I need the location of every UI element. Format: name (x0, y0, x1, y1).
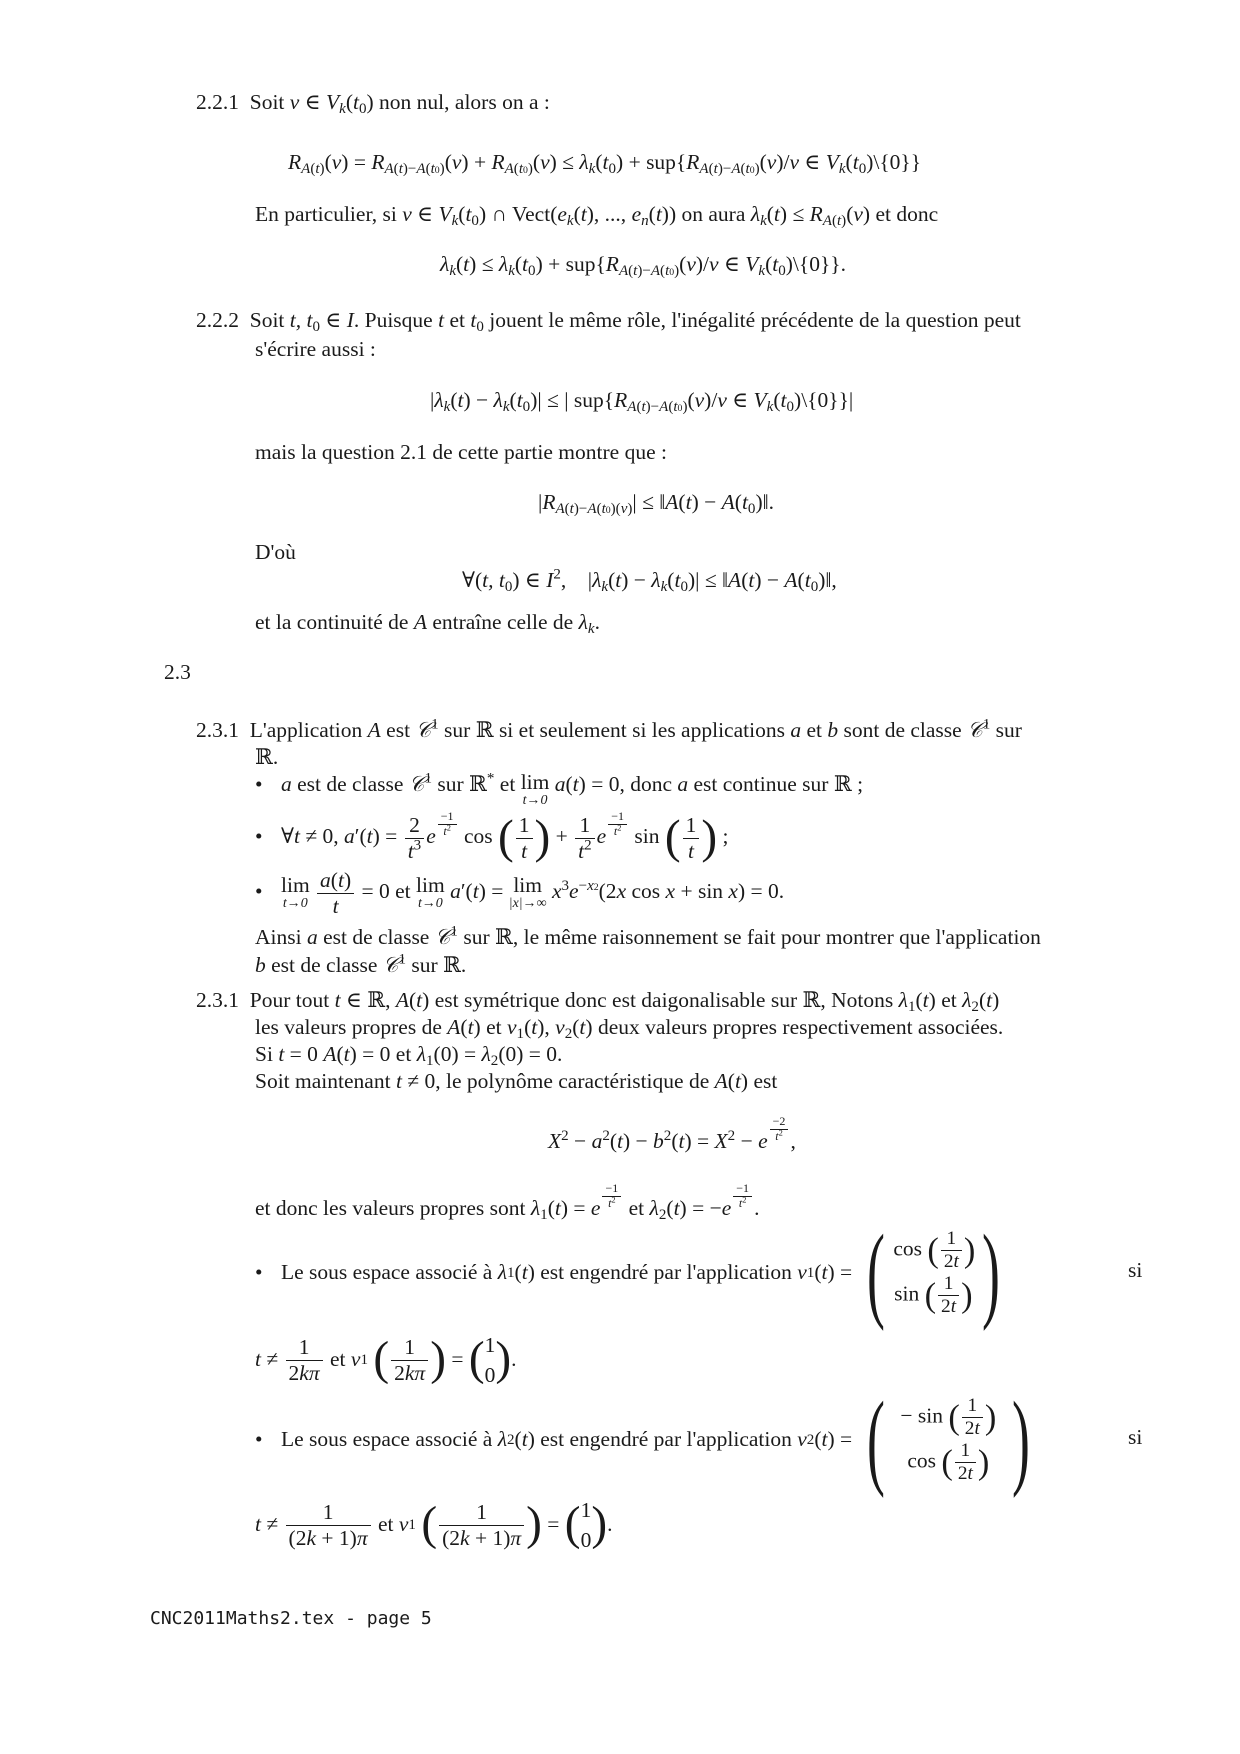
section-2-3-1b-line1: 2.3.1 Pour tout t ∈ ℝ, A(t) est symétrique donc est daigonalisable sur ℝ, Notons $\lambda_1(t)$ et $\lambda_2(t)$ (196, 988, 1000, 1015)
bullet-eigenspace-1: • Le sous espace associé à λ 1 ( t ) est engendré par l'application v 1 ( t ) = ( cos ( $\frac{1}{2t}$ ) sin ( $\frac{1}{2t}$ ) ) (255, 1213, 1001, 1333)
equation-abs-lambda: $|\lambda_k(t) - \lambda_k(t_0)|$ ≤ | $sup\{R_{A(t)-A(t0)}(v)/v$ ∈ $V_k(t_0)\backslash\{0\}\}|$ (430, 388, 854, 415)
section-2-2-2-line3: mais la question 2.1 de cette partie montre que : (255, 440, 667, 464)
section-2-2-2-line1: 2.2.2 Soit t, $t_0$ ∈ I. Puisque t et $t_0$ jouent le même rôle, l'inégalité précédente de la question peut (196, 308, 1021, 335)
section-2-3-1b-line4: Soit maintenant t ≠ 0, le polynôme caractéristique de A(t) est (255, 1069, 778, 1093)
page-footer: CNC2011Maths2.tex - page 5 (150, 1608, 432, 1629)
condition-v1: t ≠ $\frac{1}{2k\pi}$ et v 1 ( $\frac{1}{2k\pi}$ ) = ( 1 0 ) . (255, 1333, 517, 1388)
section-2-3-1a-line2: ℝ. (255, 745, 279, 769)
section-2-3-1b-line3: Si t = 0 A(t) = 0 et $\lambda_1(0) = \lambda_2(0) = 0$. (255, 1042, 563, 1069)
bullet-icon: • (255, 824, 263, 849)
bullet-icon: • (255, 1427, 263, 1452)
section-2-3-1b-line2: les valeurs propres de A(t) et $v_1(t)$, $v_2(t)$ deux valeurs propres respectivement associées. (255, 1015, 1004, 1042)
ainsi-line2: b est de classe 𝒞$^1$ sur ℝ. (255, 951, 467, 977)
section-2-3-heading: 2.3 (164, 660, 191, 684)
condition-v2: t ≠ $\frac{1}{(2k + 1)\pi}$ et v 1 ( $\frac{1}{(2k + 1)\pi}$ ) = ( 1 0 ) . (255, 1498, 613, 1553)
ainsi-line1: Ainsi a est de classe 𝒞$^1$ sur ℝ, le même raisonnement se fait pour montrer que l'application (255, 923, 1041, 949)
equation-char-poly: $X^2 - a^2(t) - b^2(t) = X^2 - e$ $^{\frac{-2}{t^2}}$ , (548, 1114, 796, 1154)
eigenvalues-line: et donc les valeurs propres sont $\lambda_1(t) = e$ $^{\frac{-1}{t^2}}$ et $\lambda_2(t) = -e$ $^{\frac{-1}{t^2}}$ . (255, 1181, 760, 1223)
equation-rayleigh-1: $R_{A(t)}(v) = R_{A(t)-A(t0)}(v) + R_{A(t0)}(v) \le \lambda_k(t_0) + sup\{R_{A(t)-A(t0)}(v)/v$ ∈ $V_k(t_0)\backslash\{0\}$} (288, 150, 922, 177)
continuity-conclusion: et la continuité de A entraîne celle de $\lambda_k$. (255, 610, 600, 637)
en-particulier-line: En particulier, si v ∈ $V_k(t_0)$ ∩ $Vect(e_k(t)$, ..., $e_n(t)$) on aura $\lambda_k(t) \le R_{A(t)}(v)$ et donc (255, 202, 939, 229)
section-2-2-1-intro: 2.2.1 Soit v ∈ $V_k(t_0)$ non nul, alors on a : (196, 90, 550, 117)
equation-norm-bound: $|R_{A(t)-A(t0)(v)}|$ ≤ ‖A(t) − $A(t_0)‖$. (538, 490, 775, 517)
bullet-icon: • (255, 772, 263, 796)
bullet-icon: • (255, 879, 263, 904)
section-2-3-1a-line1: 2.3.1 L'application A est 𝒞$^1$ sur ℝ si et seulement si les applications a et b sont de classe 𝒞$^1$ sur (196, 716, 1022, 742)
si-label-2: si (1128, 1425, 1143, 1449)
dou-label: D'où (255, 540, 296, 564)
section-2-2-2-line2: s'écrire aussi : (255, 337, 376, 361)
bullet-derivative: • ∀t ≠ 0, a′(t) = $\frac{2}{t^3}$ e $^{\frac{-1}{t^2}}$ cos ( $\frac{1}{t}$ ) + $\frac{1}{t^2}$ e $^{\frac{-1}{t^2}}$ sin ( $\frac{1}{t}$ ) ; (255, 809, 729, 864)
si-label-1: si (1128, 1258, 1143, 1282)
equation-forall-bound: ∀(t, $t_0$) ∈ $I^2$, $|\lambda_k(t) - \lambda_k(t_0)|$ ≤ ‖A(t) − $A(t_0)‖$, (462, 566, 837, 595)
bullet-icon: • (255, 1260, 263, 1285)
bullet-eigenspace-2: • Le sous espace associé à λ 2 ( t ) est engendré par l'application v 2 ( t ) = ( − sin ( $\frac{1}{2t}$ ) cos ( $\frac{1}{2t}$ ) ) (255, 1380, 1031, 1500)
bullet-limits: • lim t→0 $\frac{a(t)}{t}$ = 0 et lim t→0 a′(t) = lim |x|→∞ $x^3e^{-x2}(2x$ cos x + sin x) = 0. (255, 868, 785, 918)
bullet-a-continuous: • a est de classe 𝒞$^1$ sur ℝ* et lim t→0 a(t) = 0, donc a est continue sur ℝ ; (255, 770, 864, 808)
equation-lambda-bound: $\lambda_k(t) \le \lambda_k(t_0) + sup\{R_{A(t)-A(t0)}(v)/v$ ∈ $V_k(t_0)\backslash\{0\}$}. (440, 252, 846, 279)
